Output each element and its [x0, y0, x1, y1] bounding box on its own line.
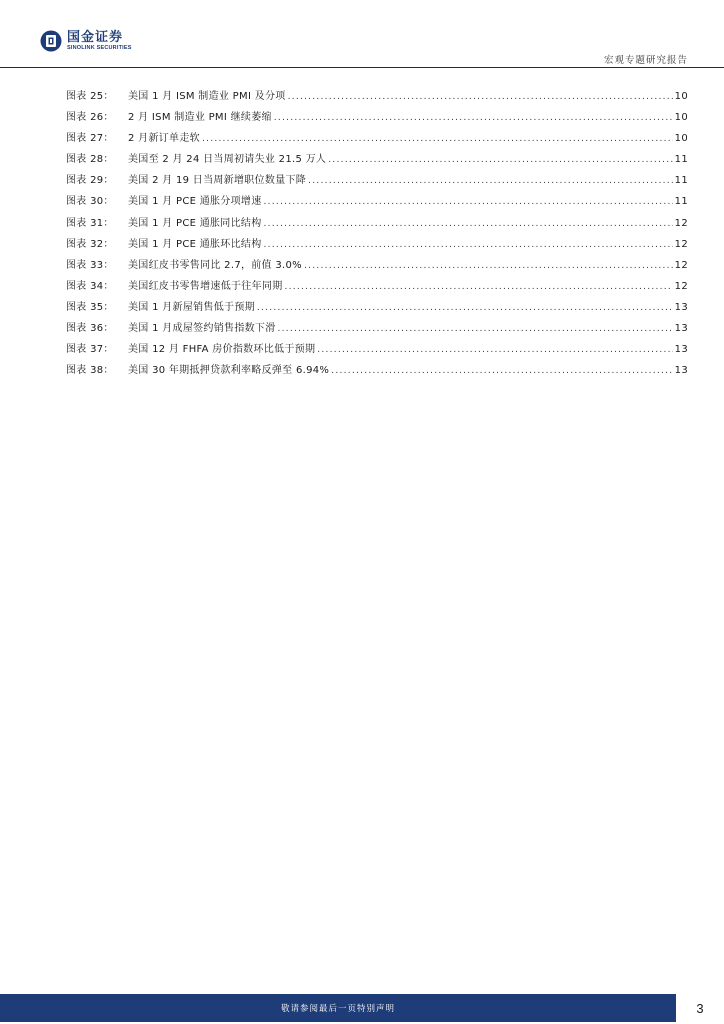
dot-leader [202, 133, 673, 144]
page-number: 3 [696, 1000, 704, 1016]
figure-title: 美国 12 月 FHFA 房价指数环比低于预期 [128, 344, 316, 356]
dot-leader [285, 281, 673, 292]
dot-leader [264, 218, 673, 229]
figure-title: 美国 1 月 ISM 制造业 PMI 及分项 [128, 91, 286, 102]
logo-english-name: SINOLINK SECURITIES [67, 44, 132, 51]
dot-leader [264, 239, 673, 250]
dot-leader [331, 365, 672, 376]
footer-disclaimer: 敬请参阅最后一页特别声明 [280, 1004, 395, 1014]
company-logo [40, 30, 132, 52]
figure-title: 美国红皮书零售增速低于往年同期 [128, 280, 283, 292]
toc-entry[interactable] [66, 171, 688, 192]
figure-page-number: 13 [674, 323, 688, 335]
figure-page-number: 10 [674, 112, 688, 124]
figure-page-number: 11 [674, 196, 688, 208]
toc-entry[interactable] [66, 298, 688, 319]
figure-page-number: 13 [674, 301, 688, 313]
dot-leader [274, 112, 673, 123]
figure-label: 图表 31： [66, 217, 114, 229]
dot-leader [304, 260, 673, 271]
dot-leader [288, 91, 673, 102]
figure-label: 图表 32： [66, 238, 114, 250]
figure-label: 图表 26： [66, 112, 114, 124]
figure-label: 图表 35： [66, 301, 114, 313]
toc-entry[interactable] [66, 235, 688, 256]
toc-entry[interactable] [66, 214, 688, 235]
dot-leader [308, 175, 673, 186]
toc-entry[interactable] [66, 277, 688, 298]
figure-label: 图表 29： [66, 175, 114, 187]
figure-page-number: 11 [674, 154, 688, 166]
figure-page-number: 12 [674, 217, 688, 229]
toc-entry[interactable] [66, 340, 688, 361]
figure-title: 美国红皮书零售同比 2.7，前值 3.0% [128, 259, 302, 271]
figure-title: 美国 1 月 PCE 通胀分项增速 [128, 196, 262, 208]
header-divider [0, 67, 724, 68]
figure-title: 美国 30 年期抵押贷款利率略反弹至 6.94% [128, 365, 330, 377]
figure-label: 图表 30： [66, 196, 114, 208]
figure-title: 2 月 ISM 制造业 PMI 继续萎缩 [128, 112, 272, 124]
dot-leader [278, 323, 673, 334]
figure-page-number: 11 [674, 175, 688, 187]
dot-leader [257, 302, 673, 313]
figure-list [66, 87, 688, 382]
page-header [0, 0, 724, 70]
figure-page-number: 12 [674, 259, 688, 271]
figure-page-number: 10 [674, 91, 688, 102]
figure-label: 图表 38： [66, 365, 114, 377]
figure-label: 图表 36： [66, 323, 114, 335]
figure-label: 图表 34： [66, 280, 114, 292]
figure-label: 图表 33： [66, 259, 114, 271]
figure-page-number: 13 [674, 365, 688, 377]
figure-page-number: 10 [674, 133, 688, 145]
figure-label: 图表 25： [66, 91, 114, 102]
dot-leader [317, 344, 672, 355]
figure-label: 图表 37： [66, 344, 114, 356]
toc-entry[interactable] [66, 87, 688, 108]
figure-title: 美国 1 月 PCE 通胀同比结构 [128, 217, 262, 229]
dot-leader [264, 196, 673, 207]
logo-chinese-name: 国金证券 [67, 29, 124, 45]
toc-entry[interactable] [66, 256, 688, 277]
figure-title: 2 月新订单走软 [128, 133, 200, 145]
toc-entry[interactable] [66, 361, 688, 382]
toc-entry[interactable] [66, 319, 688, 340]
figure-label: 图表 27： [66, 133, 114, 145]
figure-page-number: 13 [674, 344, 688, 356]
figure-label: 图表 28： [66, 154, 114, 166]
dot-leader [328, 154, 672, 165]
figure-page-number: 12 [674, 238, 688, 250]
figure-title: 美国 2 月 19 日当周新增职位数量下降 [128, 175, 307, 187]
figure-title: 美国 1 月 PCE 通胀环比结构 [128, 238, 262, 250]
footer-bar [0, 994, 676, 1022]
toc-entry[interactable] [66, 150, 688, 171]
figure-title: 美国 1 月新屋销售低于预期 [128, 301, 255, 313]
toc-entry[interactable] [66, 192, 688, 213]
report-type-label: 宏观专题研究报告 [603, 55, 688, 66]
toc-entry[interactable] [66, 108, 688, 129]
sinolink-logo-icon [40, 30, 62, 52]
figure-title: 美国 1 月成屋签约销售指数下滑 [128, 323, 276, 335]
figure-page-number: 12 [674, 280, 688, 292]
toc-entry[interactable] [66, 129, 688, 150]
figure-title: 美国至 2 月 24 日当周初请失业 21.5 万人 [128, 154, 327, 166]
